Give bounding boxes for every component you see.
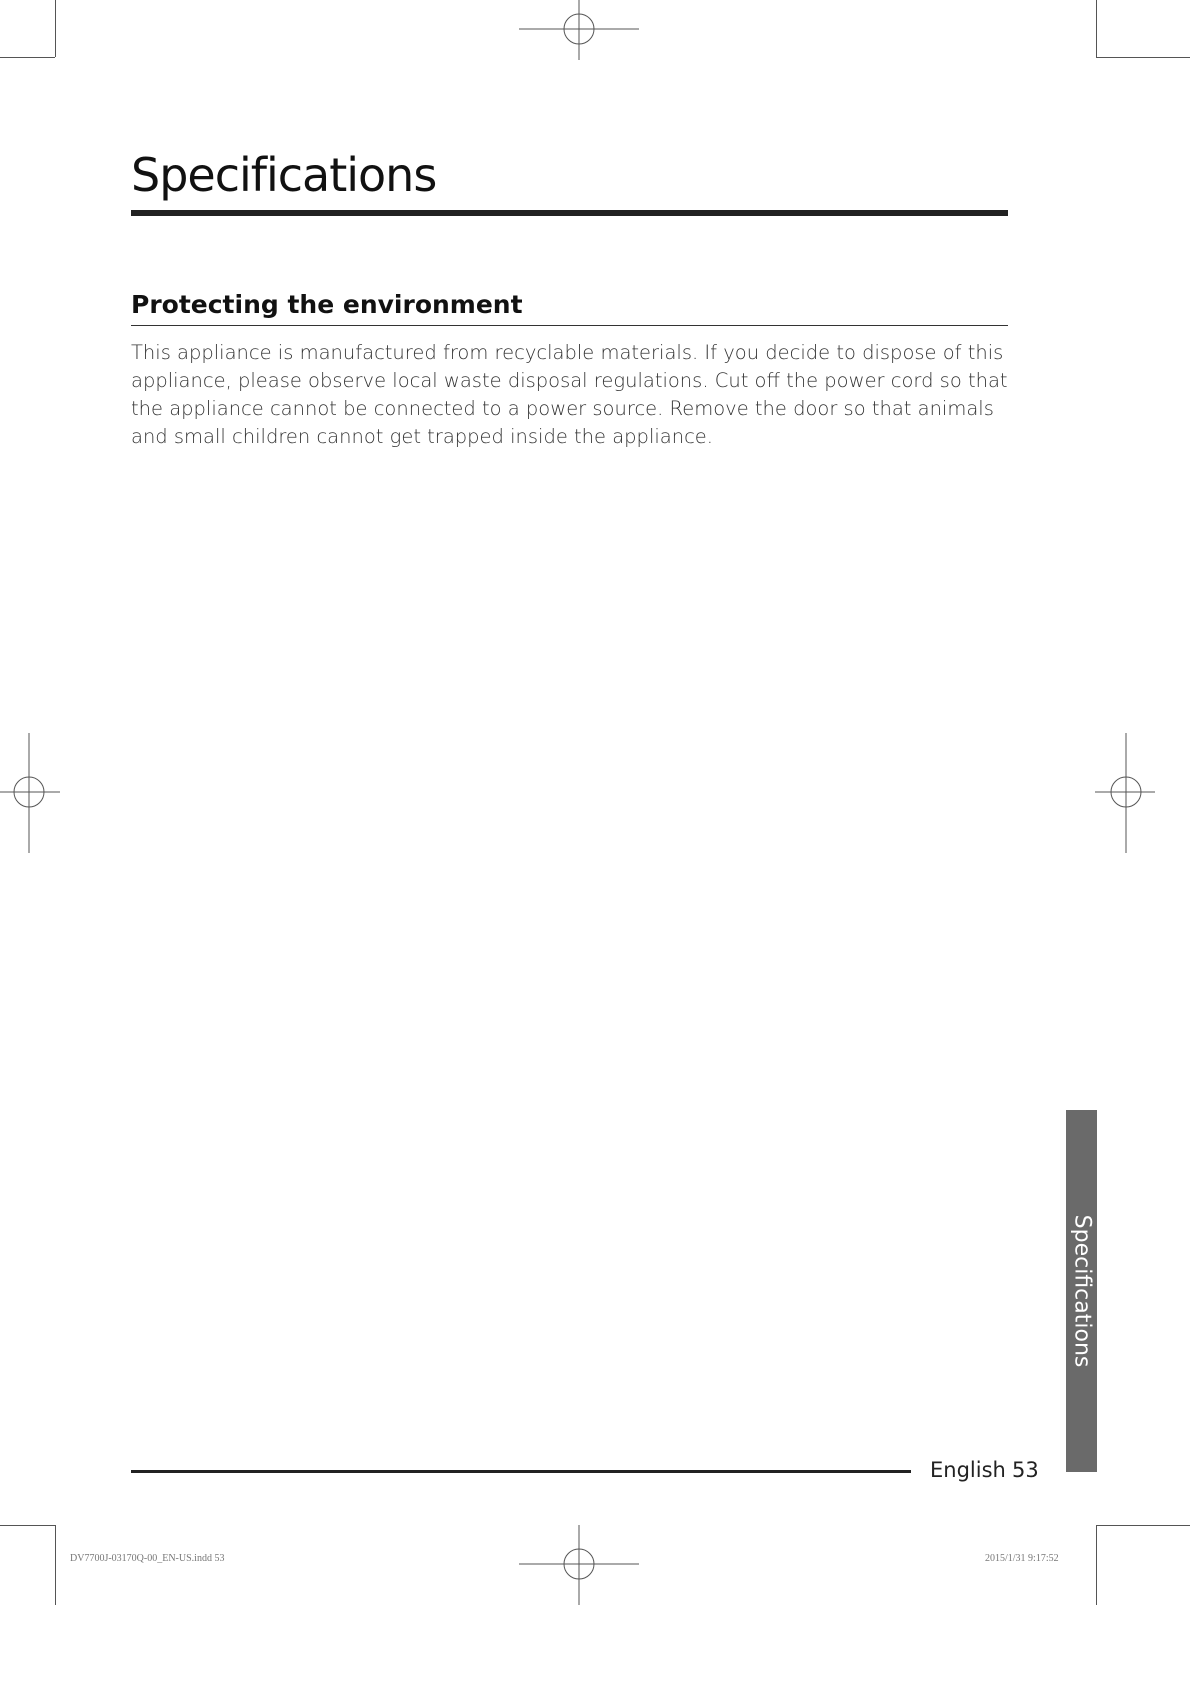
- crop-mark-top-right-h: [1096, 57, 1190, 58]
- footer-rule: [131, 1470, 911, 1473]
- body-paragraph: This appliance is manufactured from recyclable materials. If you decide to dispose of this appliance, please observe local waste disposal regulations. Cut off the power cord so that the appliance cannot be connected to a power source. Remove the door so that animals and small children cannot get trapped inside the appliance.: [131, 341, 1008, 448]
- slug-date: 2015/1/31 9:17:52: [985, 1553, 1059, 1564]
- title-rule: [131, 210, 1008, 216]
- registration-mark-top: [519, 0, 639, 60]
- registration-mark-left: [0, 733, 60, 853]
- section-heading: Protecting the environment: [131, 290, 523, 319]
- page-number: 53: [1012, 1458, 1039, 1482]
- crop-mark-bottom-left-v: [55, 1525, 56, 1605]
- slug-filename: DV7700J-03170Q-00_EN-US.indd 53: [70, 1553, 225, 1564]
- section-rule: [131, 325, 1008, 326]
- footer-language: English: [930, 1458, 1006, 1482]
- crop-mark-top-right-v: [1096, 0, 1097, 57]
- side-tab-label: Specifications: [1069, 1214, 1094, 1368]
- crop-mark-top-left-v: [55, 0, 56, 57]
- page-title: Specifications: [131, 148, 437, 202]
- crop-mark-top-left-h: [0, 57, 55, 58]
- crop-mark-bottom-right-v: [1096, 1525, 1097, 1605]
- side-tab: [1066, 1110, 1097, 1472]
- registration-mark-right: [1095, 733, 1155, 853]
- registration-mark-bottom: [519, 1525, 639, 1605]
- crop-mark-bottom-right-h: [1096, 1525, 1190, 1526]
- crop-mark-bottom-left-h: [0, 1525, 55, 1526]
